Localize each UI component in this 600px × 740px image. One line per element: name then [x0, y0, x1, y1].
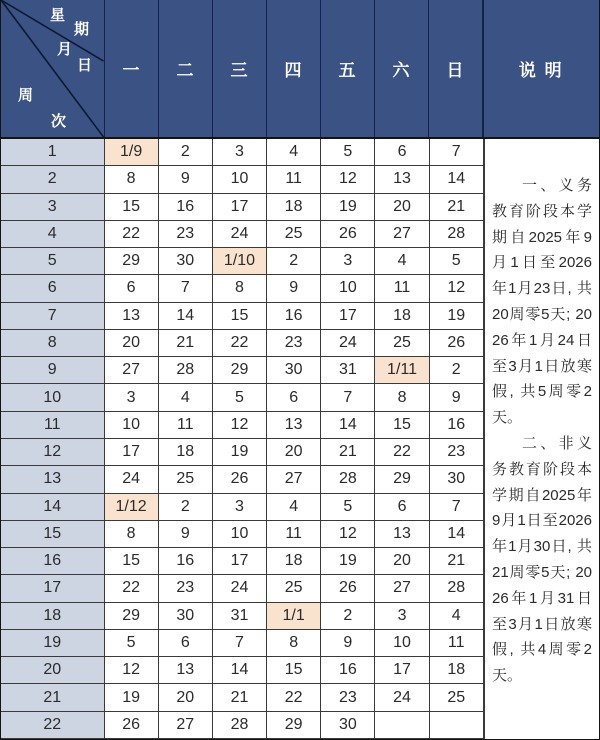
date-cell: 13	[375, 521, 429, 548]
date-cell: 8	[267, 630, 321, 657]
date-cell: 19	[321, 194, 375, 221]
date-cell: 25	[159, 466, 213, 493]
week-number-cell: 3	[1, 194, 105, 221]
week-number-cell: 22	[1, 712, 105, 739]
date-cell: 26	[321, 575, 375, 602]
date-cell: 15	[105, 548, 159, 575]
date-cell: 5	[321, 139, 375, 166]
date-cell: 4	[267, 494, 321, 521]
date-cell: 18	[375, 303, 429, 330]
date-cell: 11	[159, 412, 213, 439]
date-cell: 25	[430, 684, 484, 711]
date-cell: 4	[375, 248, 429, 275]
week-number-cell: 17	[1, 575, 105, 602]
week-number-cell: 9	[1, 357, 105, 384]
date-cell: 12	[321, 166, 375, 193]
corner-label-week-1: 周	[18, 87, 34, 104]
date-cell: 3	[321, 248, 375, 275]
date-cell: 21	[430, 548, 484, 575]
date-cell: 20	[105, 330, 159, 357]
date-cell: 7	[321, 384, 375, 411]
date-cell: 30	[159, 603, 213, 630]
date-cell: 14	[430, 521, 484, 548]
date-cell-month-start: 1/12	[105, 494, 159, 521]
date-cell: 8	[213, 275, 267, 302]
date-cell: 12	[213, 412, 267, 439]
date-cell: 10	[375, 630, 429, 657]
date-cell: 28	[430, 575, 484, 602]
date-cell: 26	[321, 221, 375, 248]
date-cell: 16	[430, 412, 484, 439]
week-number-cell: 16	[1, 548, 105, 575]
date-cell: 27	[375, 575, 429, 602]
corner-label-weekday-2: 期	[74, 21, 90, 38]
date-cell: 22	[105, 221, 159, 248]
date-cell: 2	[267, 248, 321, 275]
date-cell: 21	[159, 330, 213, 357]
date-cell: 16	[159, 548, 213, 575]
date-cell: 2	[159, 494, 213, 521]
date-cell: 30	[159, 248, 213, 275]
date-cell: 18	[430, 657, 484, 684]
date-cell: 16	[159, 194, 213, 221]
date-cell: 24	[213, 221, 267, 248]
corner-label-weekday-1: 星	[50, 7, 66, 24]
date-cell: 20	[375, 548, 429, 575]
week-number-cell: 12	[1, 439, 105, 466]
date-cell: 9	[321, 630, 375, 657]
week-number-cell: 21	[1, 684, 105, 711]
date-cell: 14	[430, 166, 484, 193]
date-cell: 11	[375, 275, 429, 302]
date-cell: 8	[105, 166, 159, 193]
date-cell: 25	[267, 221, 321, 248]
date-cell: 17	[213, 548, 267, 575]
date-cell: 2	[321, 603, 375, 630]
date-cell: 13	[375, 166, 429, 193]
table-header	[1, 0, 599, 139]
date-cell: 24	[213, 575, 267, 602]
date-cell: 10	[213, 521, 267, 548]
column-header-wed: 三	[213, 0, 267, 137]
date-cell: 19	[105, 684, 159, 711]
week-number-cell: 2	[1, 166, 105, 193]
date-cell: 28	[430, 221, 484, 248]
date-cell: 22	[213, 330, 267, 357]
date-cell: 12	[105, 657, 159, 684]
corner-label-week-2: 次	[51, 113, 67, 130]
date-cell: 10	[213, 166, 267, 193]
date-cell: 11	[267, 166, 321, 193]
week-number-cell: 1	[1, 139, 105, 166]
date-cell: 9	[159, 166, 213, 193]
date-cell: 13	[105, 303, 159, 330]
column-header-fri: 五	[321, 0, 375, 137]
date-cell-month-start: 1/10	[213, 248, 267, 275]
date-cell: 3	[375, 603, 429, 630]
date-cell: 31	[321, 357, 375, 384]
date-cell: 9	[430, 384, 484, 411]
date-cell: 16	[321, 657, 375, 684]
date-cell: 5	[430, 248, 484, 275]
date-cell: 30	[267, 357, 321, 384]
date-cell-month-start: 1/1	[267, 603, 321, 630]
week-number-cell: 4	[1, 221, 105, 248]
date-cell: 17	[321, 303, 375, 330]
column-header-mon: 一	[105, 0, 159, 137]
date-cell: 12	[321, 521, 375, 548]
date-cell: 10	[321, 275, 375, 302]
date-cell: 25	[267, 575, 321, 602]
date-cell: 4	[267, 139, 321, 166]
date-cell-month-start: 1/11	[375, 357, 429, 384]
date-cell: 7	[430, 139, 484, 166]
column-header-sat: 六	[375, 0, 429, 137]
date-cell-month-start: 1/9	[105, 139, 159, 166]
date-cell: 13	[159, 657, 213, 684]
date-cell: 16	[267, 303, 321, 330]
date-cell: 27	[105, 357, 159, 384]
date-cell: 20	[159, 684, 213, 711]
week-number-cell: 15	[1, 521, 105, 548]
date-cell: 3	[213, 494, 267, 521]
column-header-notes: 说 明	[483, 0, 600, 137]
date-cell: 20	[267, 439, 321, 466]
date-cell: 31	[213, 603, 267, 630]
date-cell: 27	[267, 466, 321, 493]
date-cell: 6	[159, 630, 213, 657]
date-cell: 17	[375, 657, 429, 684]
date-cell: 21	[321, 439, 375, 466]
date-cell: 24	[105, 466, 159, 493]
date-cell: 18	[159, 439, 213, 466]
date-cell: 23	[321, 684, 375, 711]
date-cell: 6	[105, 275, 159, 302]
date-cell: 25	[375, 330, 429, 357]
date-cell: 17	[105, 439, 159, 466]
date-cell: 10	[105, 412, 159, 439]
date-cell: 14	[321, 412, 375, 439]
note-paragraph-compulsory: 一、义务教育阶段本学期自2025年9月1日至2026年1月23日, 共20周零5天; 2026年1月24日至3月1日放寒假, 共5周零2天。	[492, 177, 592, 427]
column-header-thu: 四	[267, 0, 321, 137]
week-number-cell: 18	[1, 603, 105, 630]
date-cell: 5	[105, 630, 159, 657]
date-cell: 22	[105, 575, 159, 602]
column-header-tue: 二	[159, 0, 213, 137]
corner-label-month: 月	[57, 41, 73, 58]
week-number-cell: 6	[1, 275, 105, 302]
week-number-cell: 13	[1, 466, 105, 493]
date-cell: 28	[159, 357, 213, 384]
date-cell: 8	[105, 521, 159, 548]
date-cell: 7	[430, 494, 484, 521]
date-cell: 30	[321, 712, 375, 739]
date-cell: 28	[213, 712, 267, 739]
week-number-cell: 10	[1, 384, 105, 411]
date-cell: 24	[375, 684, 429, 711]
note-paragraph-non-compulsory: 二、非义务教育阶段本学期自2025年9月1日至2026年1月30日, 共21周零5天; 2026年1月31日至3月1日放寒假, 共4周零2天。	[492, 434, 592, 685]
date-cell: 7	[159, 275, 213, 302]
date-cell: 22	[267, 684, 321, 711]
date-cell: 6	[375, 494, 429, 521]
date-cell: 11	[267, 521, 321, 548]
calendar-grid	[1, 139, 484, 739]
week-number-cell: 20	[1, 657, 105, 684]
date-cell: 2	[159, 139, 213, 166]
notes-cell	[484, 139, 599, 739]
table-body	[1, 139, 599, 739]
date-cell: 2	[430, 357, 484, 384]
date-cell: 29	[375, 466, 429, 493]
date-cell: 15	[267, 657, 321, 684]
date-cell: 24	[321, 330, 375, 357]
date-cell: 3	[105, 384, 159, 411]
date-cell: 23	[430, 439, 484, 466]
date-cell: 13	[267, 412, 321, 439]
date-cell: 23	[159, 575, 213, 602]
week-number-cell: 7	[1, 303, 105, 330]
date-cell: 5	[213, 384, 267, 411]
date-cell: 23	[267, 330, 321, 357]
date-cell: 11	[430, 630, 484, 657]
date-cell: 6	[267, 384, 321, 411]
date-cell: 29	[105, 248, 159, 275]
date-cell: 9	[159, 521, 213, 548]
date-cell: 12	[430, 275, 484, 302]
date-cell: 30	[430, 466, 484, 493]
date-cell: 3	[213, 139, 267, 166]
date-cell	[430, 712, 484, 739]
date-cell: 14	[213, 657, 267, 684]
date-cell: 21	[213, 684, 267, 711]
date-cell: 26	[105, 712, 159, 739]
header-corner-cell	[1, 0, 105, 137]
date-cell: 8	[375, 384, 429, 411]
date-cell: 29	[213, 357, 267, 384]
week-number-cell: 8	[1, 330, 105, 357]
column-header-sun: 日	[429, 0, 483, 137]
date-cell: 4	[159, 384, 213, 411]
date-cell: 19	[321, 548, 375, 575]
week-number-cell: 5	[1, 248, 105, 275]
date-cell: 18	[267, 548, 321, 575]
date-cell: 21	[430, 194, 484, 221]
date-cell: 19	[430, 303, 484, 330]
date-cell: 23	[159, 221, 213, 248]
date-cell: 17	[213, 194, 267, 221]
date-cell: 14	[159, 303, 213, 330]
date-cell: 20	[375, 194, 429, 221]
date-cell: 26	[213, 466, 267, 493]
date-cell: 22	[375, 439, 429, 466]
date-cell: 15	[105, 194, 159, 221]
date-cell: 18	[267, 194, 321, 221]
date-cell: 7	[213, 630, 267, 657]
date-cell: 4	[430, 603, 484, 630]
date-cell: 28	[321, 466, 375, 493]
date-cell: 29	[105, 603, 159, 630]
corner-label-day: 日	[77, 57, 93, 74]
date-cell: 27	[375, 221, 429, 248]
date-cell: 15	[375, 412, 429, 439]
date-cell: 26	[430, 330, 484, 357]
week-number-cell: 19	[1, 630, 105, 657]
date-cell: 5	[321, 494, 375, 521]
date-cell: 27	[159, 712, 213, 739]
date-cell: 19	[213, 439, 267, 466]
week-number-cell: 11	[1, 412, 105, 439]
week-number-cell: 14	[1, 494, 105, 521]
date-cell	[375, 712, 429, 739]
date-cell: 15	[213, 303, 267, 330]
date-cell: 29	[267, 712, 321, 739]
date-cell: 9	[267, 275, 321, 302]
date-cell: 6	[375, 139, 429, 166]
